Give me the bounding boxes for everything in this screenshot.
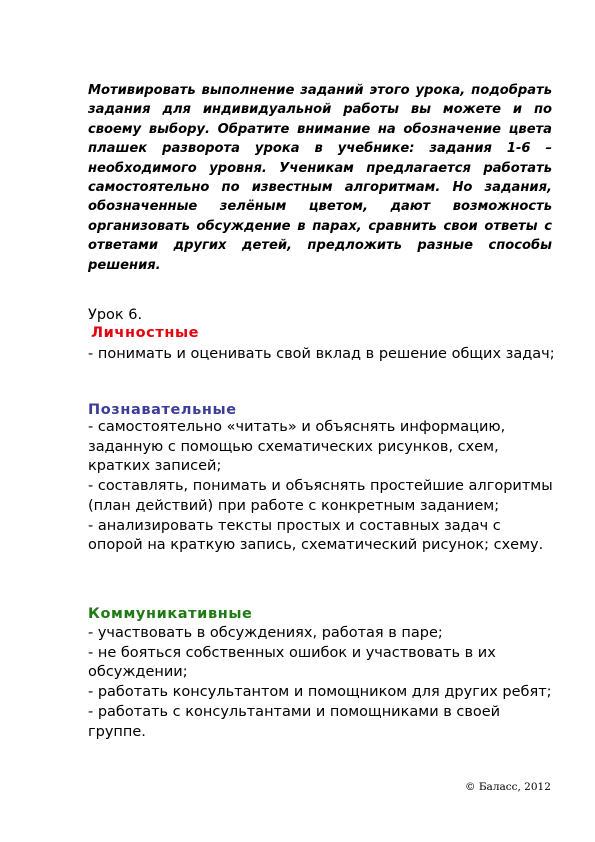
list-item: - самостоятельно «читать» и объяснять информацию, заданную с помощью схематических рисунков, схем, кратких записей; bbox=[88, 419, 506, 475]
heading-personal: Личностные bbox=[91, 325, 200, 341]
list-item: - не бояться собственных ошибок и участвовать в их обсуждении; bbox=[88, 644, 496, 681]
personal-list bbox=[88, 345, 558, 365]
communicative-list bbox=[88, 624, 558, 742]
lesson-title: Урок 6. bbox=[88, 307, 143, 323]
list-item: - понимать и оценивать свой вклад в решение общих задач; bbox=[88, 346, 555, 362]
copyright-notice: © Баласс, 2012 bbox=[465, 781, 551, 793]
cognitive-list bbox=[88, 418, 558, 556]
heading-cognitive: Познавательные bbox=[88, 402, 237, 418]
list-item: - составлять, понимать и объяснять простейшие алгоритмы (план действий) при работе с конкретным заданием; bbox=[88, 478, 553, 514]
list-item: - участвовать в обсуждениях, работая в паре; bbox=[88, 625, 443, 641]
intro-paragraph: Мотивировать выполнение заданий этого урока, подобрать задания для индивидуальной работы вы можете и по своему выбору. Обратите внимание на обозначение цвета плашек разворота урока в учебнике: задания 1-6 – необходимого уровня. Ученикам предлагается работать самостоятельно по известным алгоритмам. Но задания, обозначенные зелёным цветом, дают возможность организовать обсуждение в парах, сравнить свои ответы с ответами других детей, предложить разные способы решения. bbox=[88, 83, 552, 273]
list-item: - анализировать тексты простых и составных задач с опорой на краткую запись, схематический рисунок; схему. bbox=[88, 517, 544, 554]
list-item: - работать консультантом и помощником для других ребят; bbox=[88, 684, 552, 701]
list-item: - работать с консультантами и помощниками в своей группе. bbox=[88, 703, 501, 740]
heading-communicative: Коммуникативные bbox=[88, 606, 253, 622]
